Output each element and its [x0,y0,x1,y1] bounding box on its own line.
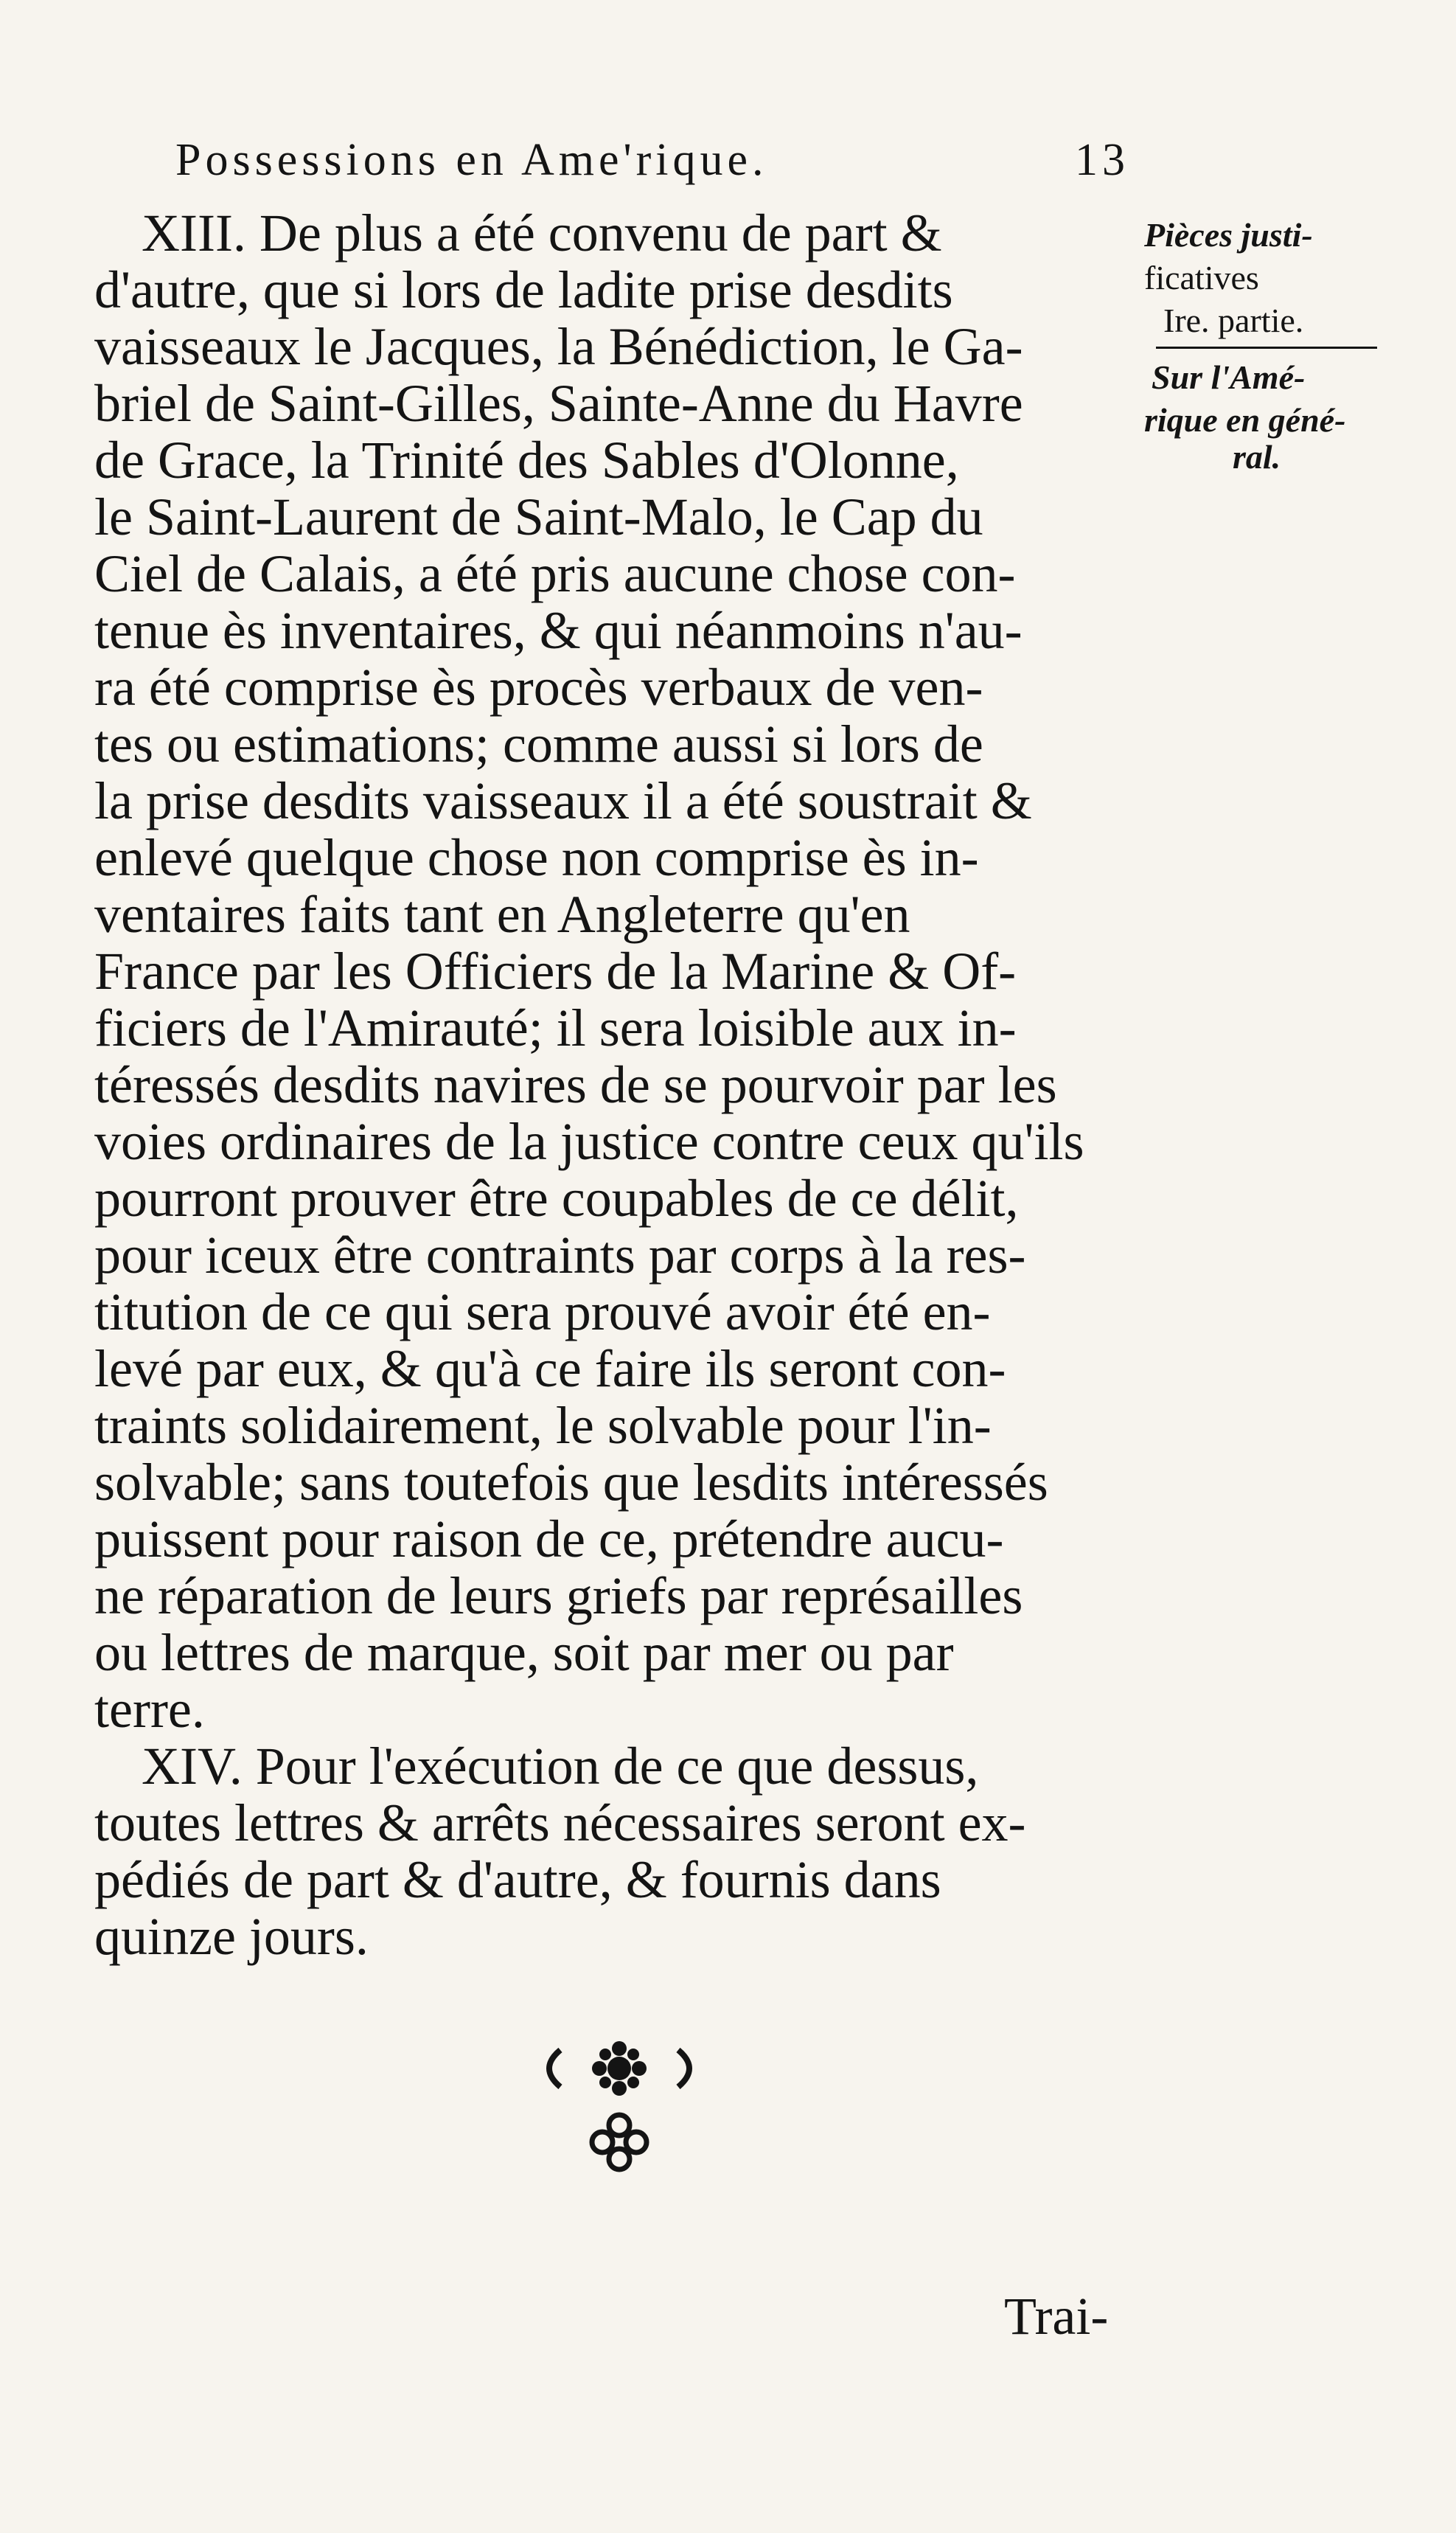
text-line: de Grace, la Trinité des Sables d'Olonne, [94,431,959,490]
text-line: voies ordinaires de la justice contre ceux qu'ils [94,1112,1084,1171]
running-head [175,134,1134,187]
catchword: Trai- [1004,2287,1109,2346]
text-line: levé par eux, & qu'à ce faire ils seront con- [94,1339,1006,1398]
text-line: la prise desdits vaisseaux il a été soustrait & [94,771,1032,830]
text-line: XIV. Pour l'exécution de ce que dessus, [142,1737,979,1796]
margin-note-line: rique en géné- [1144,401,1346,439]
margin-note-line: Pièces justi- [1144,216,1313,254]
margin-note-rule [1156,347,1377,349]
text-line: solvable; sans toutefois que lesdits intéressés [94,1453,1048,1512]
text-line: Ciel de Calais, a été pris aucune chose con- [94,544,1016,603]
text-line: pour iceux être contraints par corps à la res- [94,1226,1026,1285]
text-line: enlevé quelque chose non comprise ès in- [94,828,979,887]
text-line: pédiés de part & d'autre, & fournis dans [94,1850,941,1909]
margin-note-line: Sur l'Amé- [1152,358,1306,396]
margin-note [1144,214,1424,479]
text-line: puissent pour raison de ce, prétendre aucu- [94,1509,1004,1568]
text-line: ra été comprise ès procès verbaux de ven- [94,658,983,717]
ornament-flower [592,2041,647,2096]
page-number: 13 [1075,135,1129,185]
text-line: quinze jours. [94,1907,369,1966]
text-line: ficiers de l'Amirauté; il sera loisible aux in- [94,998,1017,1057]
text-line: terre. [94,1680,205,1739]
text-line: titution de ce qui sera prouvé avoir été en- [94,1282,991,1341]
printers-ornament [531,2035,708,2183]
margin-note-line: ficatives [1144,259,1259,296]
text-line: traints solidairement, le solvable pour l'in- [94,1396,992,1455]
text-line: ou lettres de marque, soit par mer ou par [94,1623,954,1682]
ornament-quatrefoil [592,2115,647,2169]
body-text [94,205,1141,1965]
text-line: tenue ès inventaires, & qui néanmoins n'au- [94,601,1023,660]
text-line: XIII. De plus a été convenu de part & [142,204,942,263]
text-line: briel de Saint-Gilles, Sainte-Anne du Havre [94,374,1023,433]
text-line: ne réparation de leurs griefs par représailles [94,1566,1023,1625]
text-line: vaisseaux le Jacques, la Bénédiction, le Ga- [94,317,1023,376]
text-line: ventaires faits tant en Angleterre qu'en [94,885,910,944]
text-line: tes ou estimations; comme aussi si lors de [94,715,983,774]
text-line: téressés desdits navires de se pourvoir par les [94,1055,1057,1114]
margin-note-line: ral. [1233,438,1281,476]
text-line: toutes lettres & arrêts nécessaires seront ex- [94,1793,1026,1852]
text-line: le Saint-Laurent de Saint-Malo, le Cap du [94,487,983,546]
text-line: France par les Officiers de la Marine & Of- [94,942,1017,1001]
text-line: d'autre, que si lors de ladite prise desdits [94,260,953,319]
text-line: pourront prouver être coupables de ce délit, [94,1169,1019,1228]
margin-note-line: Ire. partie. [1163,302,1304,339]
running-head-title: Possessions en Ame'rique. [175,135,768,185]
ornament-right-crescent [678,2050,689,2087]
ornament-left-crescent [549,2050,560,2087]
